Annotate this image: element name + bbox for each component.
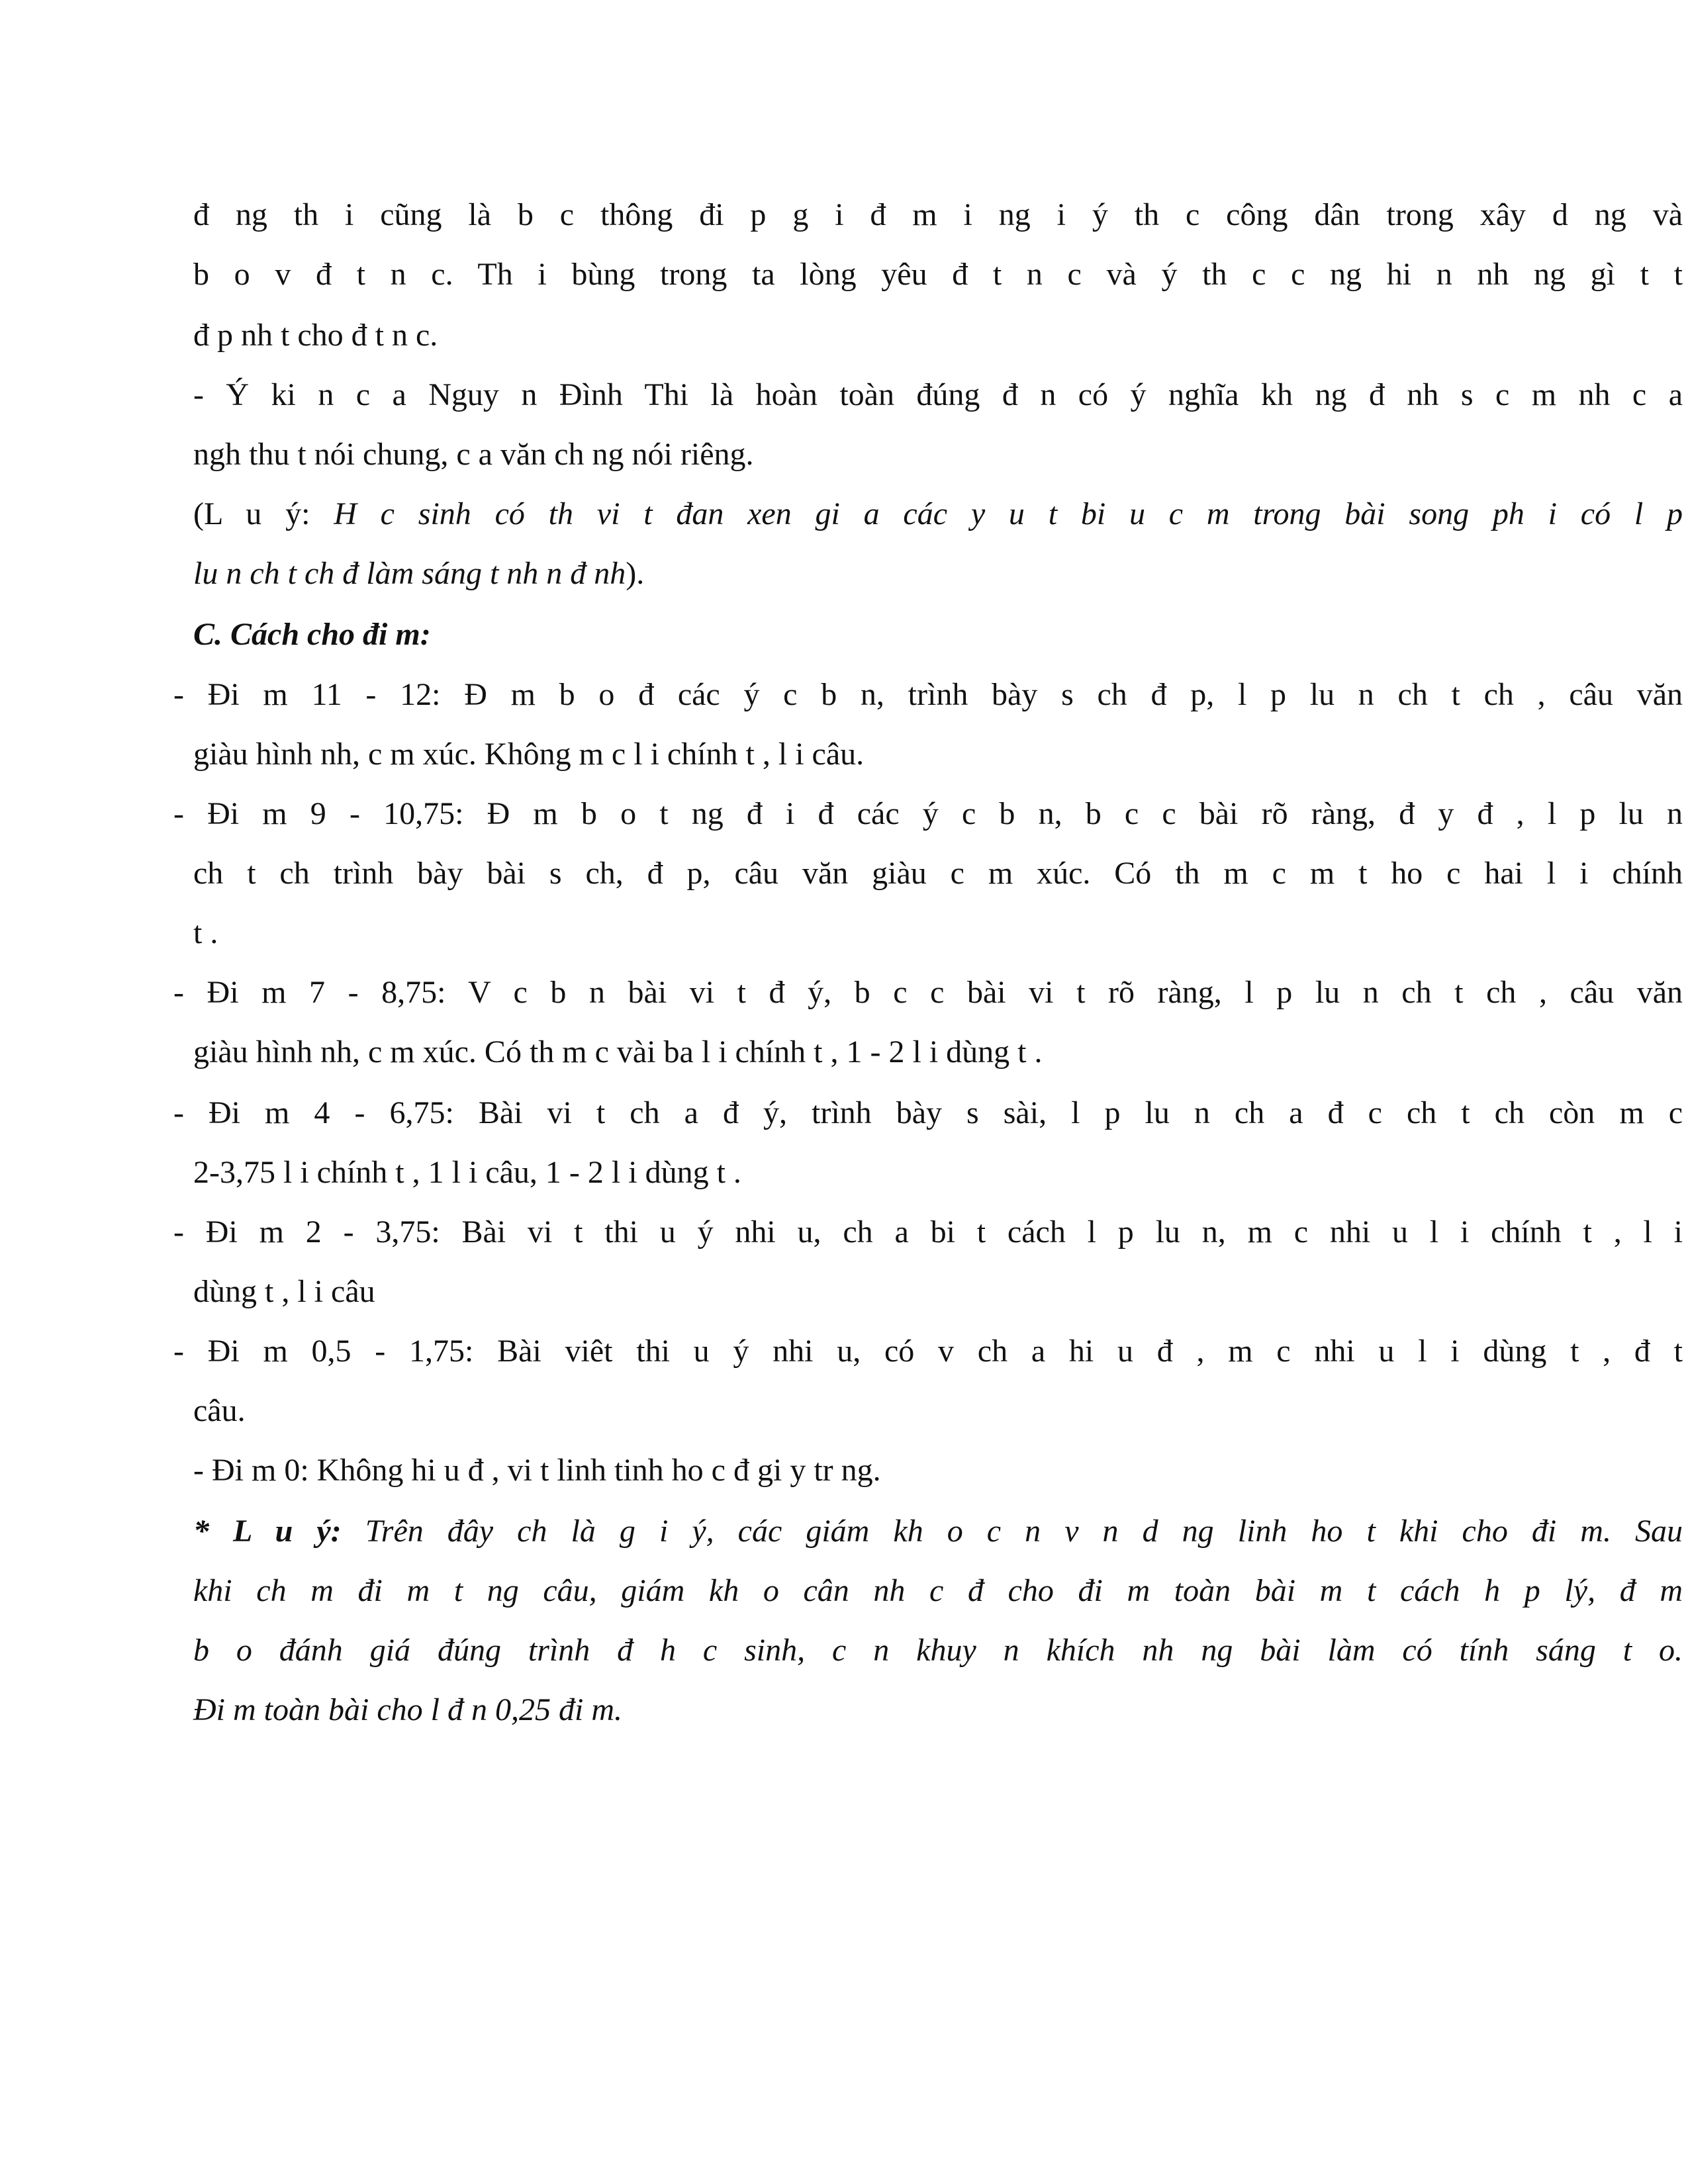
- criteria-line: 2-3,75 l i chính t , 1 l i câu, 1 - 2 l i dùng t .: [193, 1155, 741, 1190]
- criteria-line: - Đi m 11 - 12: Đ m b o đ các ý c b n, trình bày s ch đ p, l p lu n ch t ch , câu văn: [173, 677, 1683, 712]
- paragraph-line: đ p nh t cho đ t n c.: [193, 318, 438, 353]
- note-open: (L u ý:: [193, 496, 334, 531]
- note-close: ).: [626, 556, 645, 591]
- note-line: [193, 554, 644, 594]
- criteria-line: giàu hình nh, c m xúc. Có th m c vài ba l i chính t , 1 - 2 l i dùng t .: [193, 1034, 1043, 1069]
- criteria-line: - Đi m 9 - 10,75: Đ m b o t ng đ i đ các ý c b n, b c c bài rõ ràng, đ y đ , l p lu n: [173, 796, 1683, 831]
- criteria-line: t .: [193, 915, 218, 950]
- final-note-text: Trên đây ch là g i ý, các giám kh o c n v n d ng linh ho t khi cho đi m. Sau: [341, 1514, 1683, 1549]
- paragraph-line: - Ý ki n c a Nguy n Đình Thi là hoàn toàn đúng đ n có ý nghĩa kh ng đ nh s c m nh c a: [193, 377, 1683, 412]
- final-note-line: b o đánh giá đúng trình đ h c sinh, c n khuy n khích nh ng bài làm có tính sáng t o.: [193, 1633, 1683, 1668]
- note-line: [193, 494, 1683, 534]
- paragraph-line: ngh thu t nói chung, c a văn ch ng nói riêng.: [193, 437, 754, 472]
- criteria-line: ch t ch trình bày bài s ch, đ p, câu văn giàu c m xúc. Có th m c m t ho c hai l i chính: [193, 856, 1683, 891]
- criteria-line: - Đi m 2 - 3,75: Bài vi t thi u ý nhi u, ch a bi t cách l p lu n, m c nhi u l i chính t , l i: [173, 1214, 1683, 1250]
- paragraph-line: b o v đ t n c. Th i bùng trong ta lòng yêu đ t n c và ý th c c ng hi n nh ng gì t t: [193, 257, 1683, 292]
- final-note-line: [193, 1512, 1683, 1551]
- criteria-line: - Đi m 0: Không hi u đ , vi t linh tinh ho c đ gi y tr ng.: [193, 1453, 881, 1488]
- criteria-line: dùng t , l i câu: [193, 1274, 375, 1309]
- criteria-line: giàu hình nh, c m xúc. Không m c l i chính t , l i câu.: [193, 737, 865, 772]
- final-note-line: khi ch m đi m t ng câu, giám kh o cân nh c đ cho đi m toàn bài m t cách h p lý, đ m: [193, 1573, 1683, 1608]
- final-note-line: Đi m toàn bài cho l đ n 0,25 đi m.: [193, 1692, 622, 1727]
- section-heading: C. Cách cho đi m:: [193, 617, 431, 652]
- criteria-line: - Đi m 4 - 6,75: Bài vi t ch a đ ý, trình bày s sài, l p lu n ch a đ c ch t ch còn m c: [173, 1095, 1683, 1130]
- note-italic-text: lu n ch t ch đ làm sáng t nh n đ nh: [193, 556, 626, 591]
- paragraph-line: đ ng th i cũng là b c thông đi p g i đ m i ng i ý th c công dân trong xây d ng và: [193, 197, 1683, 232]
- criteria-line: - Đi m 0,5 - 1,75: Bài viêt thi u ý nhi u, có v ch a hi u đ , m c nhi u l i dùng t , đ t: [173, 1334, 1683, 1369]
- criteria-line: câu.: [193, 1393, 246, 1428]
- note-italic-text: H c sinh có th vi t đan xen gi a các y u t bi u c m trong bài song ph i có l p: [334, 496, 1683, 531]
- criteria-line: - Đi m 7 - 8,75: V c b n bài vi t đ ý, b c c bài vi t rõ ràng, l p lu n ch t ch , câu văn: [173, 975, 1683, 1010]
- final-note-label: * L u ý:: [193, 1514, 342, 1549]
